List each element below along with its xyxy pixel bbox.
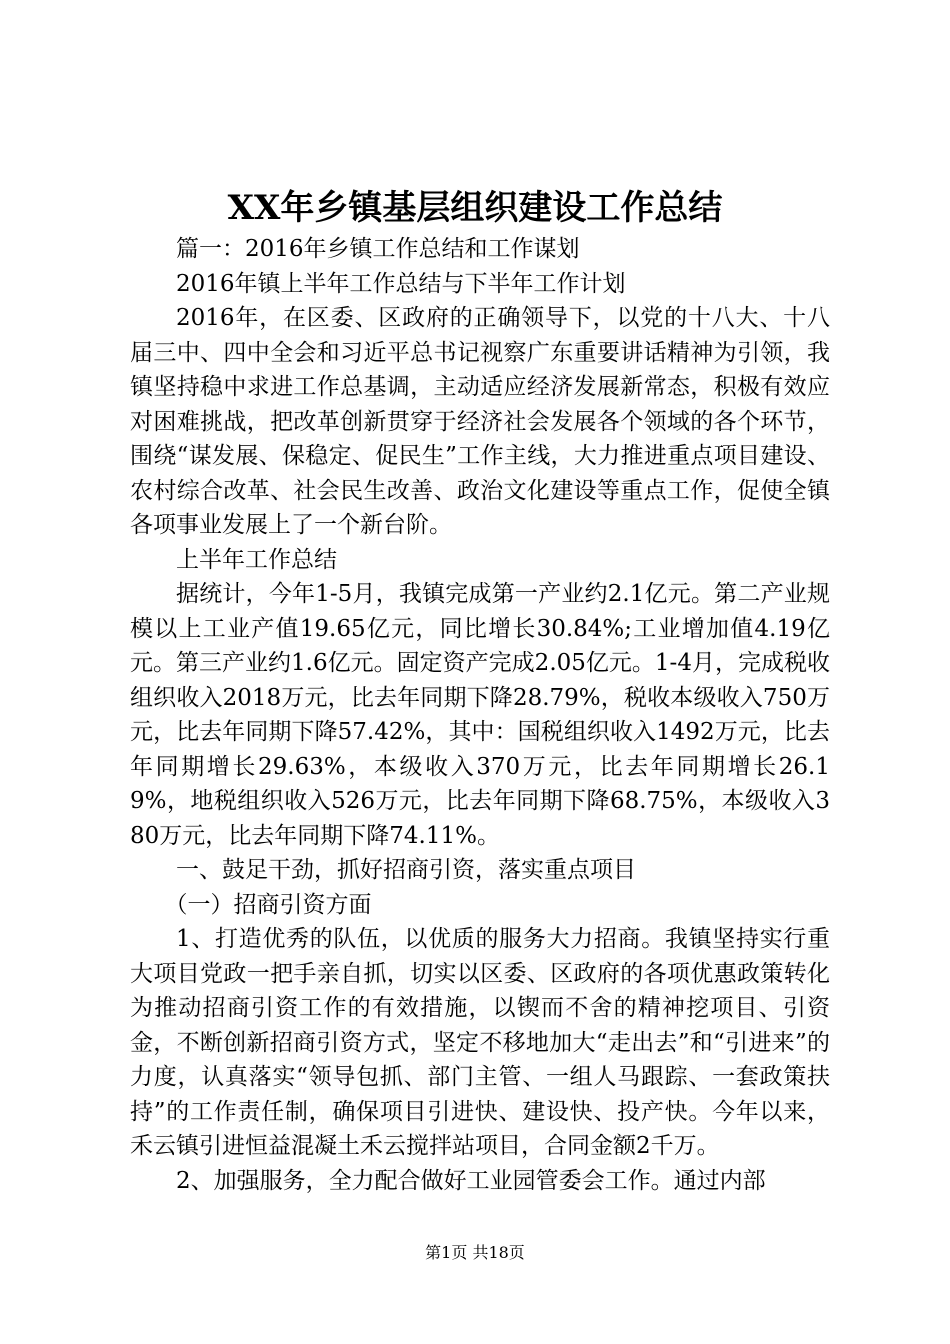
paragraph-statistics: 据统计，今年1-5月，我镇完成第一产业约2.1亿元。第二产业规模以上工业产值19.65亿元，同比增长30.84%;工业增加值4.19亿元。第三产业约1.6亿元。固定资产完成2.05亿元。1-4月，完成税收组织收入2018万元，比去年同期下降28.79%，税收本级收入750万元，比去年同期下降57.42%，其中：国税组织收入1492万元，比去年同期增长29.63%，本级收入370万元，比去年同期增长26.19%，地税组织收入526万元，比去年同期下降68.75%，本级收入380万元，比去年同期下降74.11%。	[130, 581, 830, 849]
document-title: XX年乡镇基层组织建设工作总结	[227, 188, 723, 228]
paragraph-heading-part-one: 一、鼓足干劲，抓好招商引资，落实重点项目	[176, 857, 636, 883]
paragraph-item-two: 2、加强服务，全力配合做好工业园管委会工作。通过内部	[176, 1167, 766, 1194]
paragraph-section-heading: 篇一：2016年乡镇工作总结和工作谋划	[176, 236, 580, 262]
paragraph-subtitle: 2016年镇上半年工作总结与下半年工作计划	[176, 270, 626, 297]
document-body	[130, 232, 830, 1198]
paragraph-heading-first-half: 上半年工作总结	[176, 546, 337, 573]
paragraph-heading-investment: （一）招商引资方面	[164, 891, 372, 918]
paragraph-intro: 2016年，在区委、区政府的正确领导下，以党的十八大、十八届三中、四中全会和习近平总书记视察广东重要讲话精神为引领，我镇坚持稳中求进工作总基调，主动适应经济发展新常态，积极有效应对困难挑战，把改革创新贯穿于经济社会发展各个领域的各个环节，围绕“谋发展、保稳定、促民生”工作主线，大力推进重点项目建设、农村综合改革、社会民生改善、政治文化建设等重点工作，促使全镇各项事业发展上了一个新台阶。	[130, 305, 830, 538]
page-footer: 第1页 共18页	[425, 1243, 525, 1262]
paragraph-item-one: 1、打造优秀的队伍，以优质的服务大力招商。我镇坚持实行重大项目党政一把手亲自抓，切实以区委、区政府的各项优惠政策转化为推动招商引资工作的有效措施，以锲而不舍的精神挖项目、引资金，不断创新招商引资方式，坚定不移地加大“走出去”和“引进来”的力度，认真落实“领导包抓、部门主管、一组人马跟踪、一套政策扶持”的工作责任制，确保项目引进快、建设快、投产快。今年以来，禾云镇引进恒益混凝土禾云搅拌站项目，合同金额2千万。	[130, 926, 830, 1159]
